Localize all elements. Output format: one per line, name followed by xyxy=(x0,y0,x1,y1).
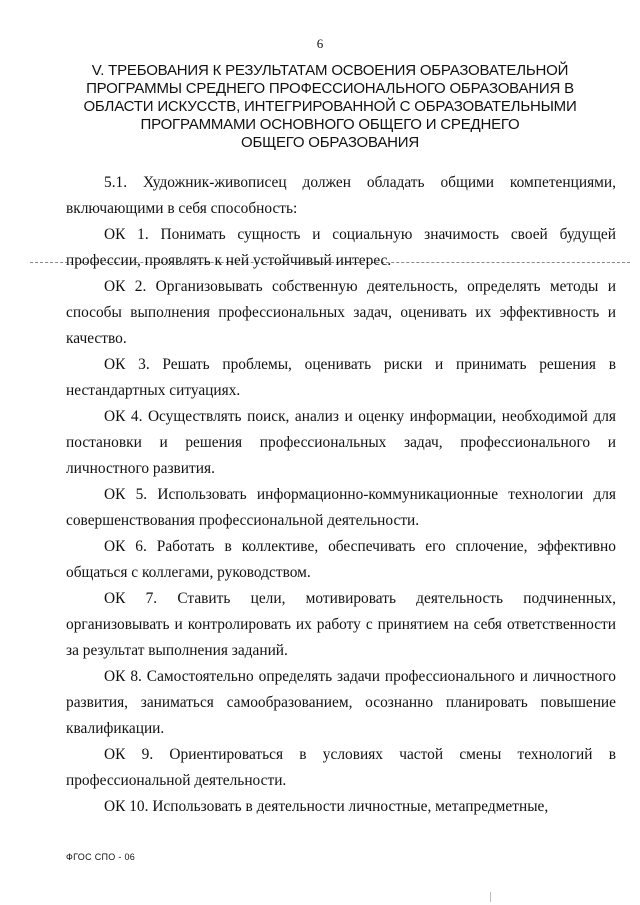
body-text xyxy=(66,170,616,820)
section-heading xyxy=(70,62,590,152)
paragraph-ok-10: ОК 10. Использовать в деятельности личностные, метапредметные, xyxy=(104,798,549,815)
heading-line: V. ТРЕБОВАНИЯ К РЕЗУЛЬТАТАМ ОСВОЕНИЯ ОБРАЗОВАТЕЛЬНОЙ xyxy=(91,62,569,79)
scan-mark xyxy=(490,892,491,902)
paragraph-ok-6: ОК 6. Работать в коллективе, обеспечивать его сплочение, эффективно общаться с коллегами, руководством. xyxy=(66,538,616,581)
paragraph-ok-3: ОК 3. Решать проблемы, оценивать риски и принимать решения в нестандартных ситуациях. xyxy=(66,356,616,399)
paragraph-ok-8: ОК 8. Самостоятельно определять задачи профессионального и личностного развития, заниматься самообразованием, осознанно планировать повышение квалификации. xyxy=(66,668,616,737)
footer-code: ФГОС СПО - 06 xyxy=(66,852,136,862)
heading-line: ОБЛАСТИ ИСКУССТВ, ИНТЕГРИРОВАННОЙ С ОБРАЗОВАТЕЛЬНЫМИ xyxy=(83,98,577,115)
heading-line: ПРОГРАММАМИ ОСНОВНОГО ОБЩЕГО И СРЕДНЕГО xyxy=(140,116,520,133)
paragraph-ok-9: ОК 9. Ориентироваться в условиях частой смены технологий в профессиональной деятельности. xyxy=(66,746,616,789)
page-number: 6 xyxy=(316,36,324,51)
paragraph-ok-2: ОК 2. Организовывать собственную деятельность, определять методы и способы выполнения профессиональных задач, оценивать их эффективность и качество. xyxy=(66,278,616,347)
heading-line: ОБЩЕГО ОБРАЗОВАНИЯ xyxy=(241,134,419,151)
paragraph-ok-4: ОК 4. Осуществлять поиск, анализ и оценку информации, необходимой для постановки и решения профессиональных задач, профессионального и личностного развития. xyxy=(66,408,616,477)
paragraph-intro: 5.1. Художник-живописец должен обладать общими компетенциями, включающими в себя способность: xyxy=(66,174,616,217)
paragraph-ok-7: ОК 7. Ставить цели, мотивировать деятельность подчиненных, организовывать и контролировать их работу с принятием на себя ответственности за результат выполнения заданий. xyxy=(66,590,616,659)
heading-line: ПРОГРАММЫ СРЕДНЕГО ПРОФЕССИОНАЛЬНОГО ОБРАЗОВАНИЯ В xyxy=(86,80,574,97)
paragraph-ok-1: ОК 1. Понимать сущность и социальную значимость своей будущей профессии, проявлять к ней устойчивый интерес. xyxy=(66,226,616,269)
paragraph-ok-5: ОК 5. Использовать информационно-коммуникационные технологии для совершенствования профессиональной деятельности. xyxy=(66,486,616,529)
